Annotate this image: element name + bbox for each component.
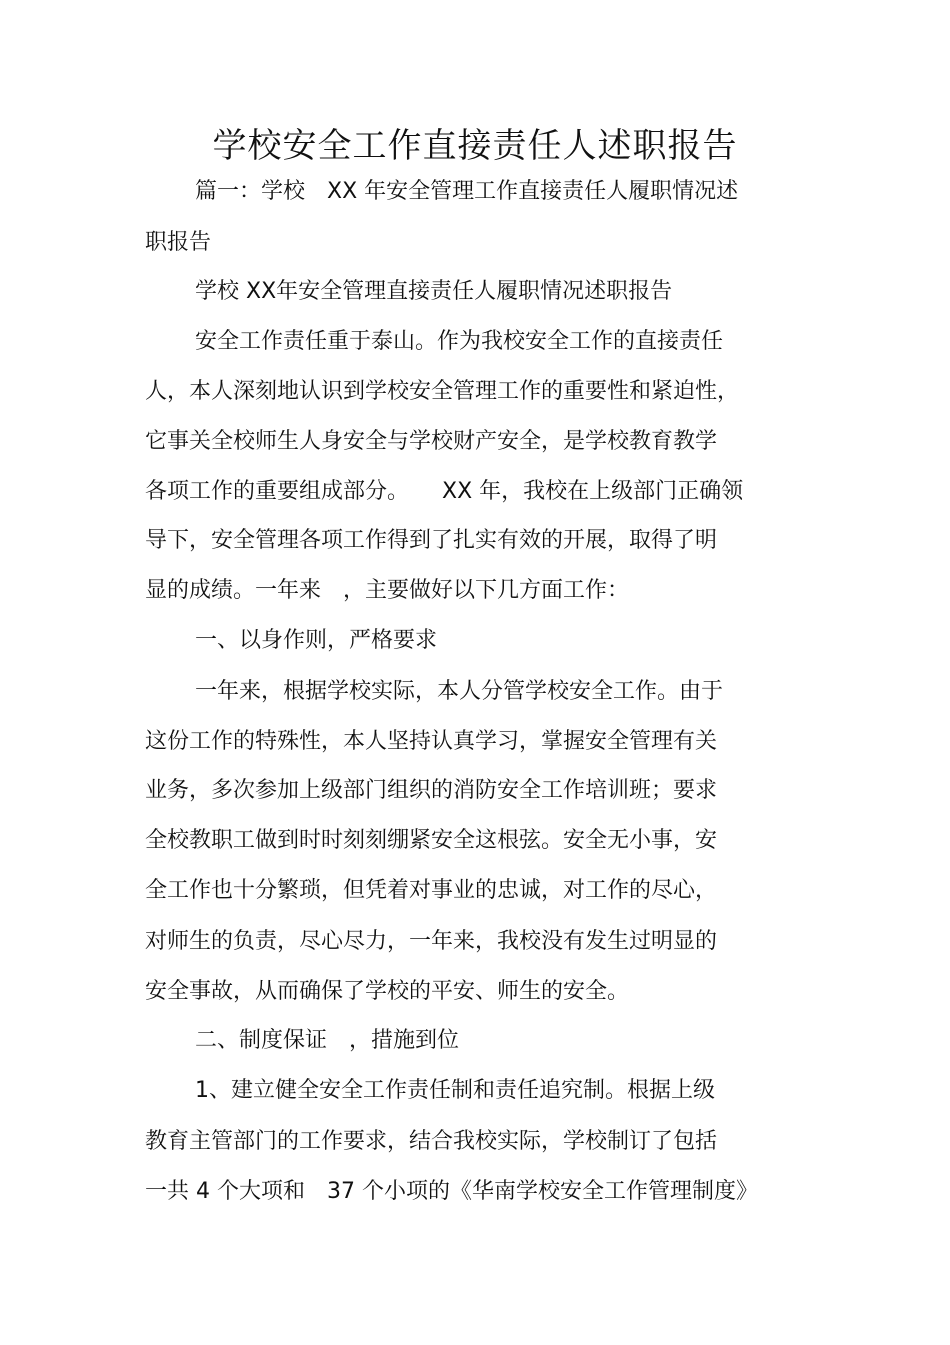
paragraph-line: 各项工作的重要组成部分。 XX 年，我校在上级部门正确领: [145, 479, 744, 504]
paragraph-line: 它事关全校师生人身安全与学校财产安全，是学校教育教学: [145, 429, 718, 454]
paragraph-line: 人，本人深刻地认识到学校安全管理工作的重要性和紧迫性，: [145, 379, 740, 404]
paragraph-line: 安全事故，从而确保了学校的平安、师生的安全。: [145, 979, 630, 1004]
paragraph-line: 一共 4 个大项和 37 个小项的《华南学校安全工作管理制度》: [145, 1179, 758, 1204]
paragraph-line: 职报告: [145, 230, 212, 255]
paragraph-line: 安全工作责任重于泰山。作为我校安全工作的直接责任: [195, 329, 724, 354]
document-title: 学校安全工作直接责任人述职报告: [212, 126, 738, 166]
paragraph-line: 全校教职工做到时时刻刻绷紧安全这根弦。安全无小事，安: [145, 828, 718, 853]
paragraph-line: 教育主管部门的工作要求，结合我校实际，学校制订了包括: [145, 1129, 718, 1154]
paragraph-line: 1、建立健全安全工作责任制和责任追究制。根据上级: [195, 1078, 715, 1103]
paragraph-line: 这份工作的特殊性，本人坚持认真学习，掌握安全管理有关: [145, 729, 718, 754]
paragraph-line: 显的成绩。一年来 ，主要做好以下几方面工作：: [145, 578, 630, 603]
paragraph-line: 导下，安全管理各项工作得到了扎实有效的开展，取得了明: [145, 528, 718, 553]
paragraph-line: 业务，多次参加上级部门组织的消防安全工作培训班；要求: [145, 778, 718, 803]
paragraph-line: 全工作也十分繁琐，但凭着对事业的忠诚，对工作的尽心，: [145, 878, 718, 903]
paragraph-line: 对师生的负责，尽心尽力，一年来，我校没有发生过明显的: [145, 929, 718, 954]
section-heading: 二、制度保证 ，措施到位: [195, 1028, 460, 1053]
paragraph-line: 一年来，根据学校实际，本人分管学校安全工作。由于: [195, 679, 724, 704]
section-heading: 一、以身作则，严格要求: [195, 628, 438, 653]
paragraph-line: 篇一：学校 XX 年安全管理工作直接责任人履职情况述: [195, 179, 739, 204]
paragraph-line: 学校 XX年安全管理直接责任人履职情况述职报告: [195, 279, 673, 304]
